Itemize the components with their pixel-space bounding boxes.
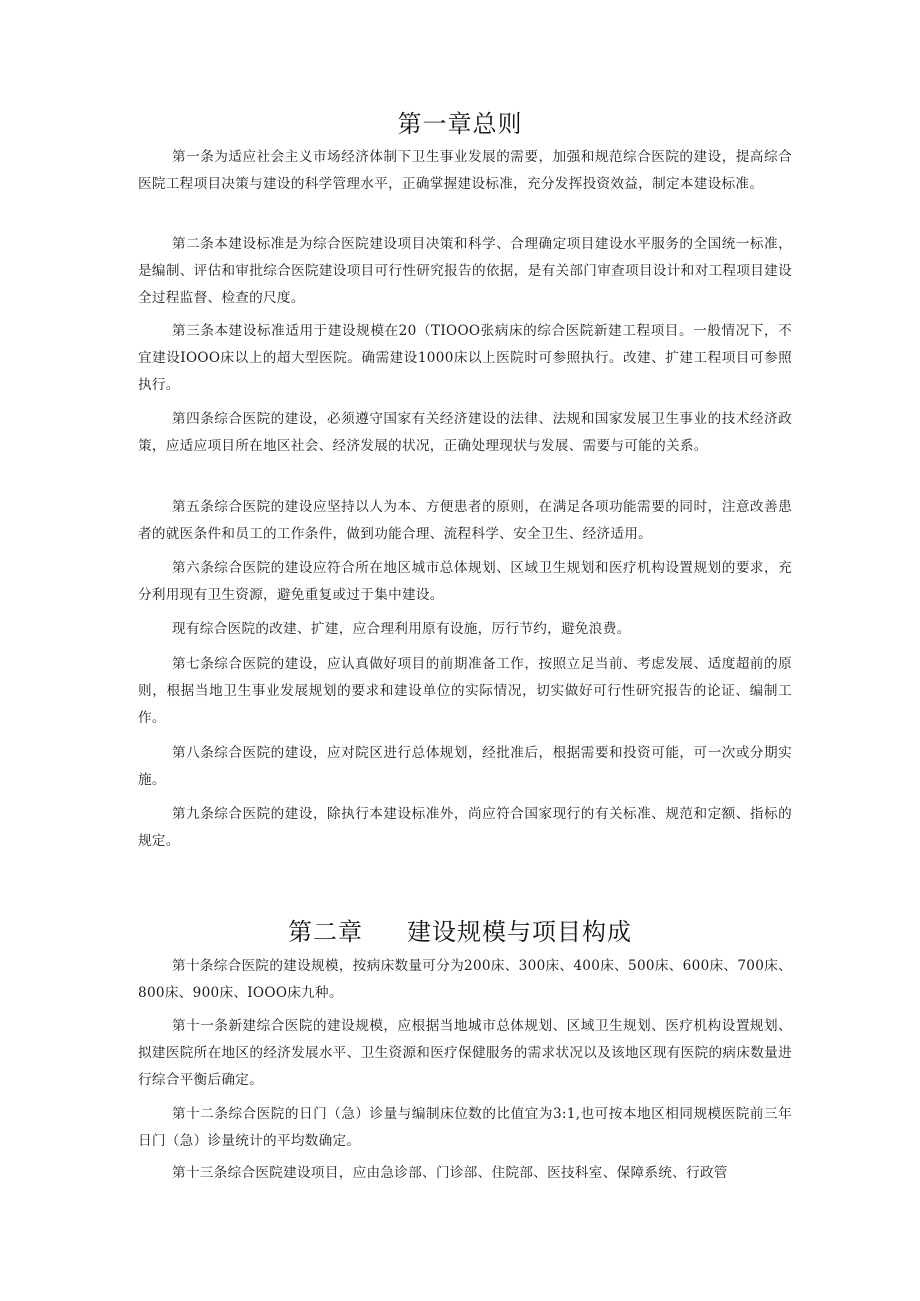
paragraph-article-4: 第四条综合医院的建设，必须遵守国家有关经济建设的法律、法规和国家发展卫生事业的技术经济政策，应适应项目所在地区社会、经济发展的状况，正确处理现状与发展、需要与可能的关系。	[138, 411, 792, 454]
paragraph-article-8: 第八条综合医院的建设，应对院区进行总体规划，经批准后，根据需要和投资可能，可一次或分期实施。	[138, 745, 792, 788]
chapter-2-title	[0, 912, 920, 947]
paragraph-article-3: 第三条本建设标准适用于建设规模在20（TIOOO张病床的综合医院新建工程项目。一般情况下，不宜建设IOOO床以上的超大型医院。确需建设1000床以上医院时可参照执行。改建、扩建工程项目可参照执行。	[138, 323, 792, 393]
paragraph-article-9: 第九条综合医院的建设，除执行本建设标准外，尚应符合国家现行的有关标准、规范和定额、指标的规定。	[138, 806, 792, 849]
paragraph-article-12: 第十二条综合医院的日门（急）诊量与编制床位数的比值宜为3:1,也可按本地区相同规模医院前三年日门（急）诊量统计的平均数确定。	[138, 1106, 792, 1149]
paragraph-article-10: 第十条综合医院的建设规模，按病床数量可分为200床、300床、400床、500床、600床、700床、800床、900床、IOOO床九种。	[138, 958, 792, 1001]
paragraph-article-11: 第十一条新建综合医院的建设规模，应根据当地城市总体规划、区域卫生规划、医疗机构设置规划、拟建医院所在地区的经济发展水平、卫生资源和医疗保健服务的需求状况以及该地区现有医院的病床数量进行综合平衡后确定。	[138, 1018, 792, 1088]
paragraph-article-1: 第一条为适应社会主义市场经济体制下卫生事业发展的需要，加强和规范综合医院的建设，提高综合医院工程项目决策与建设的科学管理水平，正确掌握建设标准，充分发挥投资效益，制定本建设标准。	[138, 149, 792, 192]
paragraph-article-2: 第二条本建设标准是为综合医院建设项目决策和科学、合理确定项目建设水平服务的全国统一标准，是编制、评估和审批综合医院建设项目可行性研究报告的依据，是有关部门审查项目设计和对工程项目建设全过程监督、检查的尺度。	[138, 236, 792, 306]
chapter-2-number: 第二章	[288, 918, 363, 946]
paragraph-article-13: 第十三条综合医院建设项目，应由急诊部、门诊部、住院部、医技科室、保障系统、行政管	[172, 1165, 728, 1181]
paragraph-article-5: 第五条综合医院的建设应坚持以人为本、方便患者的原则，在满足各项功能需要的同时，注意改善患者的就医条件和员工的工作条件，做到功能合理、流程科学、安全卫生、经济适用。	[138, 499, 792, 542]
paragraph-article-7: 第七条综合医院的建设，应认真做好项目的前期准备工作，按照立足当前、考虑发展、适度超前的原则，根据当地卫生事业发展规划的要求和建设单位的实际情况，切实做好可行性研究报告的论证、编制工作。	[138, 656, 792, 726]
paragraph-renovation: 现有综合医院的改建、扩建，应合理利用原有设施，厉行节约，避免浪费。	[172, 621, 631, 637]
chapter-2-heading: 建设规模与项目构成	[407, 918, 632, 946]
chapter-1-title: 第一章总则	[397, 110, 523, 138]
paragraph-article-6: 第六条综合医院的建设应符合所在地区城市总体规划、区域卫生规划和医疗机构设置规划的要求，充分利用现有卫生资源，避免重复或过于集中建设。	[138, 560, 792, 603]
